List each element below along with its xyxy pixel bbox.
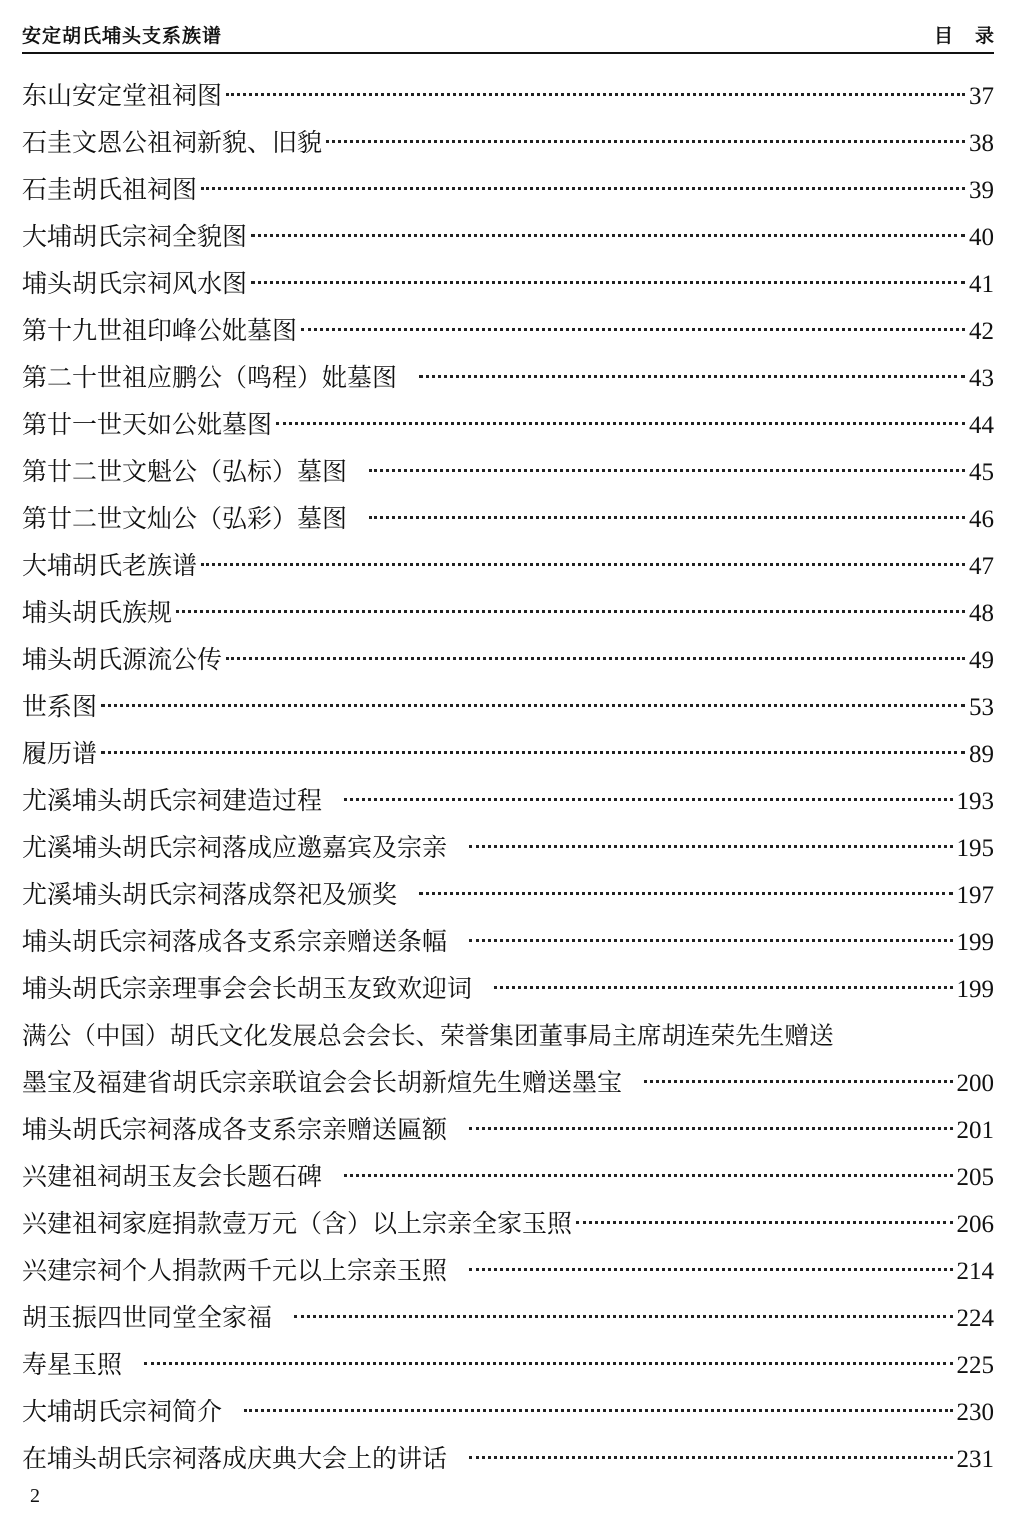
book-title: 安定胡氏埔头支系族谱 [22, 24, 223, 47]
toc-entry-title: 兴建宗祠个人捐款两千元以上宗亲玉照 [22, 1256, 448, 1285]
toc-entry-title: 第十九世祖印峰公妣墓图 [22, 316, 298, 345]
toc-entry-title: 第廿二世文灿公（弘彩）墓图 [22, 504, 348, 533]
toc-entry[interactable] [22, 166, 994, 213]
toc-entry-title: 尤溪埔头胡氏宗祠落成应邀嘉宾及宗亲 [22, 833, 448, 862]
toc-entry-title: 世系图 [22, 692, 98, 721]
toc-entry[interactable] [22, 1388, 994, 1435]
toc-entry[interactable] [22, 213, 994, 260]
toc-entry-page: 199 [956, 929, 994, 956]
toc-entry[interactable] [22, 824, 994, 871]
dot-leader [251, 234, 965, 237]
page-number: 2 [30, 1485, 40, 1507]
toc-entry[interactable] [22, 683, 994, 730]
dot-leader [369, 516, 965, 519]
toc-entry-title: 第二十世祖应鹏公（鸣程）妣墓图 [22, 363, 398, 392]
toc-entry-title: 兴建祖祠胡玉友会长题石碑 [22, 1162, 323, 1191]
dot-leader [201, 187, 965, 190]
toc-entry[interactable] [22, 260, 994, 307]
toc-entry-page: 230 [956, 1399, 994, 1426]
toc-entry-page: 41 [969, 271, 994, 298]
toc-entry-page: 224 [956, 1305, 994, 1332]
dot-leader [419, 892, 952, 895]
toc-entry-title: 埔头胡氏宗祠风水图 [22, 269, 248, 298]
dot-leader [101, 704, 965, 707]
toc-entry-title: 石圭文恩公祖祠新貌、旧貌 [22, 128, 323, 157]
dot-leader [276, 422, 965, 425]
toc-entry-title: 满公（中国）胡氏文化发展总会会长、荣誉集团董事局主席胡连荣先生赠送 [22, 1021, 834, 1050]
toc-entry-title: 履历谱 [22, 739, 98, 768]
toc-entry[interactable] [22, 448, 994, 495]
toc-entry[interactable] [22, 542, 994, 589]
toc-entry[interactable] [22, 589, 994, 636]
dot-leader [144, 1362, 952, 1365]
dot-leader [101, 751, 965, 754]
dot-leader [344, 798, 952, 801]
toc-entry-page: 38 [969, 130, 994, 157]
dot-leader [469, 1127, 952, 1130]
dot-leader [369, 469, 965, 472]
toc-entry[interactable] [22, 1247, 994, 1294]
table-of-contents [22, 72, 994, 1482]
toc-entry-page: 40 [969, 224, 994, 251]
toc-entry-title: 东山安定堂祖祠图 [22, 81, 223, 110]
toc-entry-title: 墨宝及福建省胡氏宗亲联谊会会长胡新煊先生赠送墨宝 [22, 1068, 623, 1097]
toc-entry-page: 53 [969, 694, 994, 721]
toc-entry[interactable] [22, 1106, 994, 1153]
dot-leader [576, 1221, 952, 1224]
dot-leader [469, 845, 952, 848]
toc-entry-page: 89 [969, 741, 994, 768]
toc-entry-title: 埔头胡氏宗祠落成各支系宗亲赠送条幅 [22, 927, 448, 956]
toc-entry-title: 尤溪埔头胡氏宗祠建造过程 [22, 786, 323, 815]
toc-entry-page: 231 [956, 1446, 994, 1473]
toc-entry-page: 39 [969, 177, 994, 204]
toc-entry-page: 46 [969, 506, 994, 533]
toc-entry-title: 第廿二世文魁公（弘标）墓图 [22, 457, 348, 486]
dot-leader [469, 1268, 952, 1271]
toc-entry-page: 49 [969, 647, 994, 674]
toc-entry[interactable] [22, 1341, 994, 1388]
toc-entry-page: 193 [956, 788, 994, 815]
toc-entry-page: 197 [956, 882, 994, 909]
toc-entry[interactable] [22, 119, 994, 166]
dot-leader [469, 1456, 952, 1459]
toc-entry[interactable] [22, 495, 994, 542]
toc-entry[interactable] [22, 1435, 994, 1482]
dot-leader [226, 93, 965, 96]
toc-entry-page: 37 [969, 83, 994, 110]
toc-entry-page: 43 [969, 365, 994, 392]
dot-leader [251, 281, 965, 284]
toc-entry-title: 尤溪埔头胡氏宗祠落成祭祀及颁奖 [22, 880, 398, 909]
toc-entry-page: 47 [969, 553, 994, 580]
dot-leader [176, 610, 965, 613]
running-header [22, 16, 1016, 54]
section-title: 目录 [933, 24, 1016, 47]
toc-entry-page: 201 [956, 1117, 994, 1144]
toc-entry-title: 大埔胡氏宗祠全貌图 [22, 222, 248, 251]
toc-entry[interactable] [22, 1153, 994, 1200]
toc-entry[interactable] [22, 1012, 994, 1059]
toc-entry-title: 兴建祖祠家庭捐款壹万元（含）以上宗亲全家玉照 [22, 1209, 573, 1238]
dot-leader [644, 1080, 952, 1083]
toc-entry[interactable] [22, 354, 994, 401]
toc-entry-title: 埔头胡氏宗亲理事会会长胡玉友致欢迎词 [22, 974, 473, 1003]
dot-leader [226, 657, 965, 660]
toc-entry-title: 埔头胡氏宗祠落成各支系宗亲赠送匾额 [22, 1115, 448, 1144]
toc-entry[interactable] [22, 1294, 994, 1341]
dot-leader [494, 986, 952, 989]
toc-entry-title: 埔头胡氏族规 [22, 598, 173, 627]
dot-leader [469, 939, 952, 942]
toc-entry-page: 205 [956, 1164, 994, 1191]
toc-entry[interactable] [22, 730, 994, 777]
dot-leader [301, 328, 965, 331]
dot-leader [294, 1315, 952, 1318]
toc-entry[interactable] [22, 1200, 994, 1247]
dot-leader [244, 1409, 952, 1412]
toc-entry-title: 石圭胡氏祖祠图 [22, 175, 198, 204]
toc-entry-page: 214 [956, 1258, 994, 1285]
dot-leader [201, 563, 965, 566]
toc-entry[interactable] [22, 307, 994, 354]
toc-entry-title: 胡玉振四世同堂全家福 [22, 1303, 273, 1332]
toc-entry-page: 199 [956, 976, 994, 1003]
toc-entry[interactable] [22, 401, 994, 448]
toc-entry-title: 在埔头胡氏宗祠落成庆典大会上的讲话 [22, 1444, 448, 1473]
toc-entry[interactable] [22, 72, 994, 119]
toc-entry-title: 寿星玉照 [22, 1350, 123, 1379]
toc-entry[interactable] [22, 965, 994, 1012]
toc-entry-page: 206 [956, 1211, 994, 1238]
toc-entry-title: 埔头胡氏源流公传 [22, 645, 223, 674]
toc-entry-title: 第廿一世天如公妣墓图 [22, 410, 273, 439]
toc-entry-page: 225 [956, 1352, 994, 1379]
toc-entry[interactable] [22, 1059, 994, 1106]
toc-entry[interactable] [22, 777, 994, 824]
toc-entry[interactable] [22, 918, 994, 965]
dot-leader [419, 375, 965, 378]
toc-entry-page: 42 [969, 318, 994, 345]
toc-entry[interactable] [22, 636, 994, 683]
toc-entry-page: 44 [969, 412, 994, 439]
dot-leader [344, 1174, 952, 1177]
toc-entry[interactable] [22, 871, 994, 918]
toc-entry-title: 大埔胡氏老族谱 [22, 551, 198, 580]
toc-entry-title: 大埔胡氏宗祠简介 [22, 1397, 223, 1426]
toc-entry-page: 45 [969, 459, 994, 486]
toc-entry-page: 200 [956, 1070, 994, 1097]
toc-entry-page: 195 [956, 835, 994, 862]
dot-leader [326, 140, 965, 143]
toc-entry-page: 48 [969, 600, 994, 627]
